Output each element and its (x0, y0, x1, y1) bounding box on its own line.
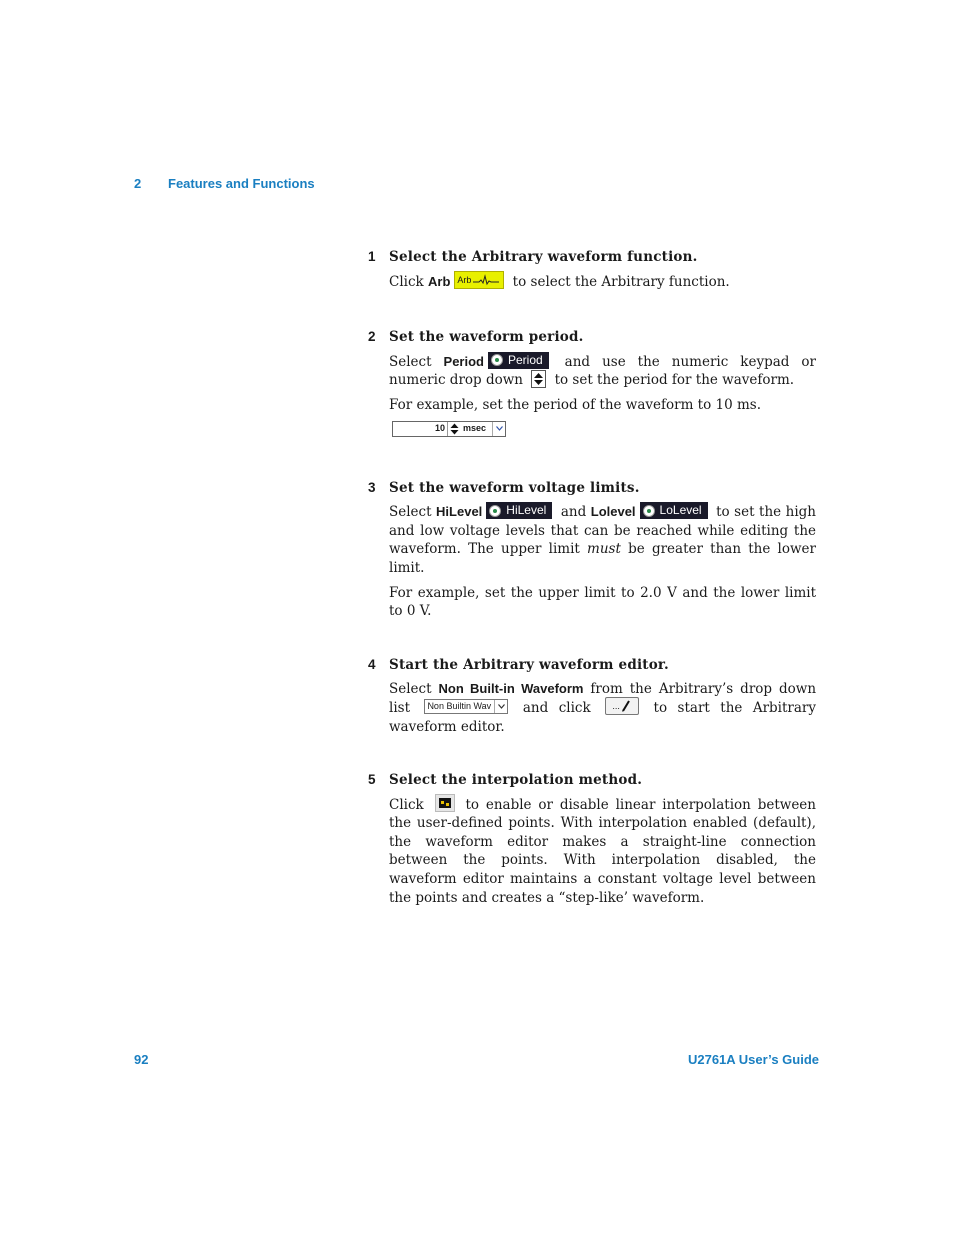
step-text (389, 503, 816, 577)
chapter-number: 2 (134, 176, 142, 191)
step-title: Set the waveform voltage limits. (389, 479, 640, 496)
pencil-icon (620, 700, 632, 712)
text: to start the Arbitrary waveform editor. (389, 699, 817, 735)
step-3 (368, 479, 816, 621)
text: and use the numeric keypad or numeric drop down (389, 353, 816, 389)
step-number: 2 (368, 329, 376, 345)
step-number: 5 (368, 772, 376, 788)
text: be greater than the lower limit. (389, 541, 816, 576)
interpolation-icon (439, 798, 451, 808)
period-unit: msec (463, 423, 487, 434)
edit-waveform-button[interactable] (605, 697, 639, 715)
text: and (556, 504, 591, 521)
step-4 (368, 656, 816, 736)
example-text: For example, set the upper limit to 2.0 V and the lower limit to 0 V. (389, 584, 816, 620)
hilevel-button-label: HiLevel (506, 503, 547, 518)
text: to set the high and low voltage levels that can be reached while editing the waveform. The upper limit (389, 504, 816, 558)
arb-button-label: Arb (457, 274, 472, 285)
arb-button[interactable] (454, 271, 504, 289)
step-text (389, 680, 816, 736)
unit-dropdown-button[interactable] (492, 422, 505, 436)
step-text (389, 353, 816, 390)
hilevel-button[interactable] (486, 502, 552, 519)
step-5 (368, 771, 816, 907)
text: from the Arbitrary’s drop down list (389, 681, 817, 716)
period-button-label: Period (508, 352, 543, 367)
command-label: Non Built-in Waveform (438, 681, 584, 697)
emphasis: must (587, 541, 621, 558)
text: and click (512, 699, 602, 716)
procedure (368, 248, 816, 907)
edit-button-label: ... (612, 701, 620, 712)
step-title: Set the waveform period. (389, 329, 584, 346)
waveform-select-value: Non Builtin Wav (427, 701, 492, 712)
arb-waveform-icon (473, 274, 499, 286)
select-dropdown-button[interactable] (494, 700, 507, 713)
step-2 (368, 328, 816, 436)
period-value: 10 (393, 422, 448, 436)
step-number: 3 (368, 479, 376, 495)
interpolation-button[interactable] (435, 794, 455, 812)
numeric-spin-button[interactable] (531, 370, 546, 388)
text: to select the Arbitrary function. (508, 273, 730, 290)
dropdown-arrow-icon (498, 704, 505, 709)
period-button[interactable] (488, 352, 549, 369)
text: Click (389, 273, 428, 290)
dropdown-arrow-icon (496, 426, 503, 431)
guide-title: U2761A User’s Guide (687, 1052, 819, 1067)
text: to enable or disable linear interpolation between the user-defined points. With interpolation enabled (default), the waveform editor makes a straight-line connection between the points. With interpolation disabled, the waveform editor maintains a constant voltage level between the points and creates a “step-like’ waveform. (389, 796, 816, 906)
text: Click (389, 796, 431, 813)
text: Select (389, 681, 439, 698)
field-spin-button[interactable] (448, 422, 460, 436)
step-1 (368, 248, 816, 291)
lolevel-button[interactable] (640, 502, 708, 519)
radio-icon (489, 505, 501, 517)
page-number: 92 (134, 1052, 149, 1067)
command-label: Arb (428, 273, 451, 289)
chapter-title: Features and Functions (168, 176, 315, 191)
step-title: Select the interpolation method. (389, 772, 643, 789)
step-number: 1 (368, 249, 376, 264)
waveform-select[interactable] (424, 699, 508, 714)
command-label: Period (443, 353, 484, 369)
step-number: 4 (368, 656, 376, 672)
step-title: Select the Arbitrary waveform function. (389, 249, 698, 265)
period-field[interactable] (392, 421, 506, 437)
text: Select (389, 504, 437, 521)
command-label: Lolevel (590, 504, 636, 520)
radio-icon (643, 505, 655, 517)
spin-arrows-icon (533, 372, 544, 386)
radio-icon (491, 354, 503, 366)
spin-arrows-icon (450, 423, 459, 435)
command-label: HiLevel (436, 504, 483, 520)
step-text (389, 273, 816, 292)
step-title: Start the Arbitrary waveform editor. (389, 656, 669, 673)
step-text (389, 796, 816, 908)
text: Select (389, 353, 444, 370)
example-text: For example, set the period of the waveform to 10 ms. (389, 396, 762, 413)
lolevel-button-label: LoLevel (659, 503, 702, 518)
text: to set the period for the waveform. (550, 372, 795, 389)
